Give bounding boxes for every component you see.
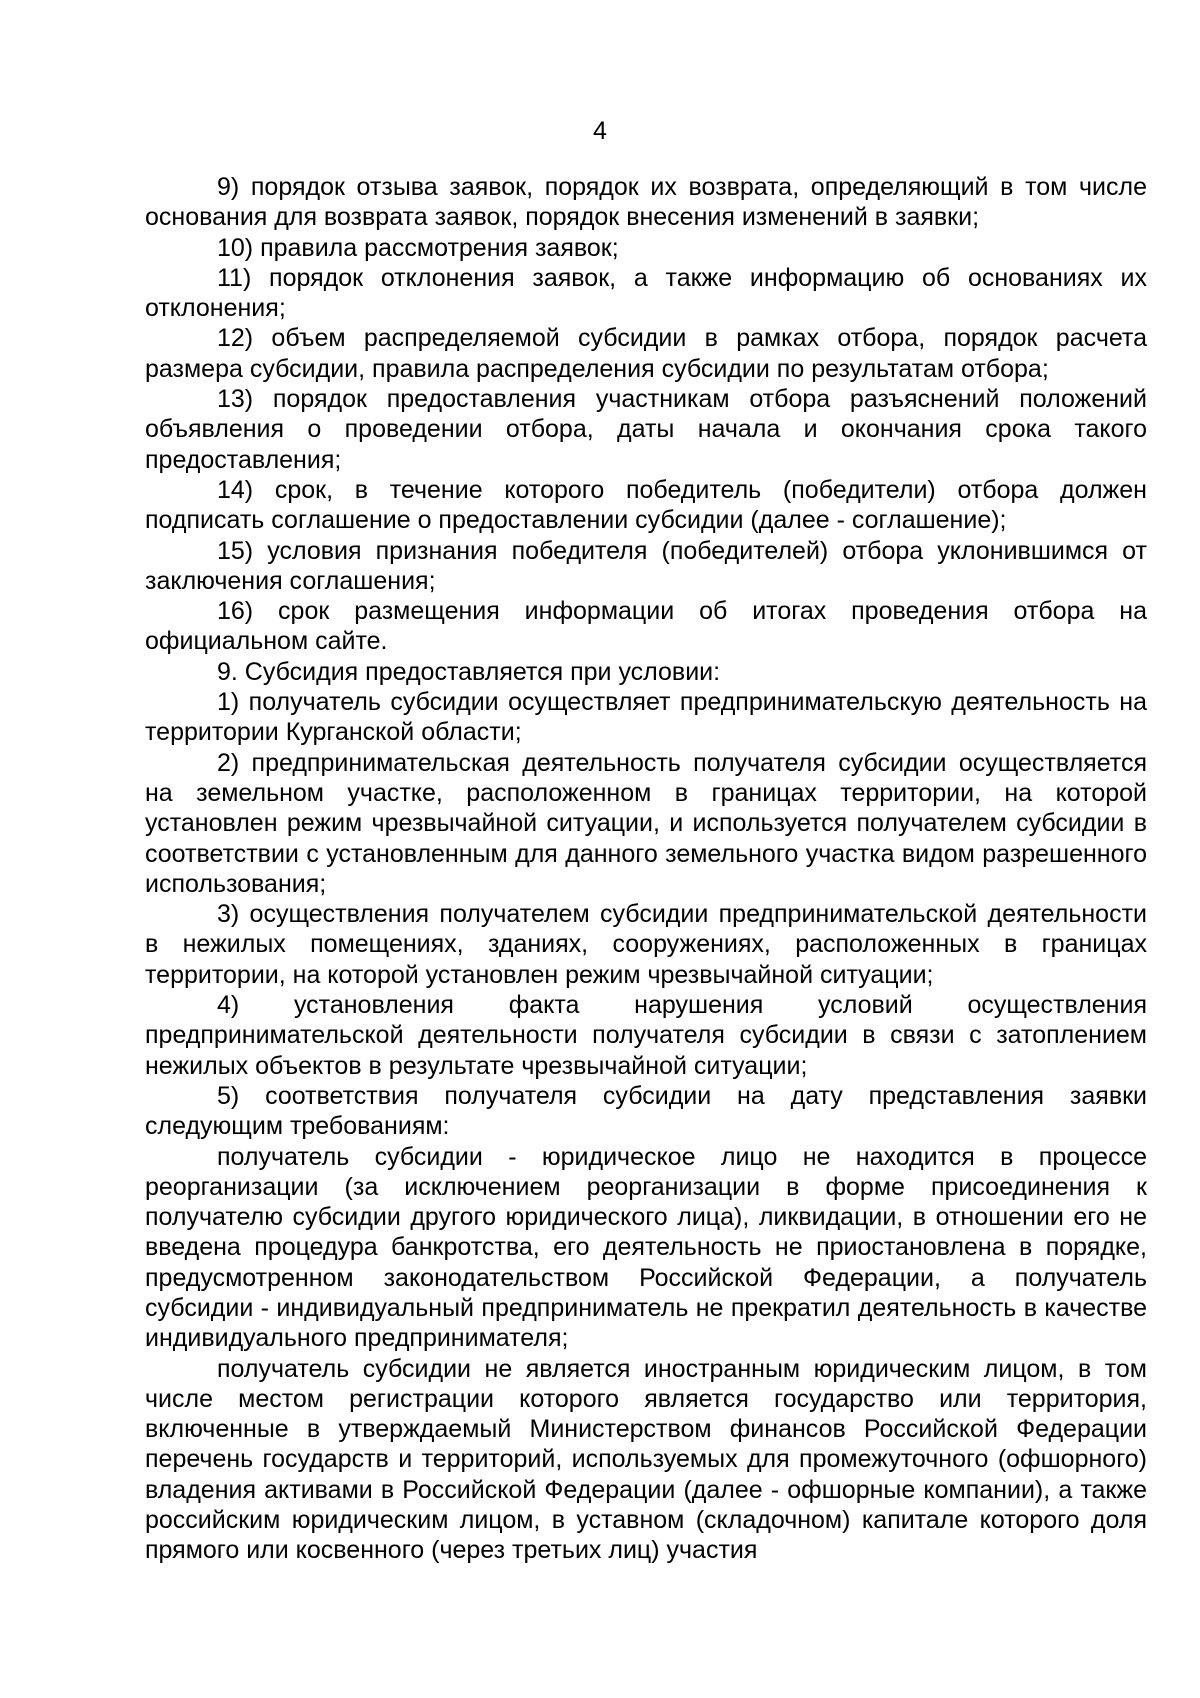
- paragraph-item-11: 11) порядок отклонения заявок, а также информацию об основаниях их отклонения;: [145, 263, 1147, 323]
- paragraph-item-14: 14) срок, в течение которого победитель (победители) отбора должен подписать соглашение о предоставлении субсидии (далее - соглашение);: [145, 475, 1147, 535]
- paragraph-condition-5: 5) соответствия получателя субсидии на дату представления заявки следующим требованиям:: [145, 1081, 1147, 1141]
- paragraph-item-13: 13) порядок предоставления участникам отбора разъяснений положений объявления о проведении отбора, даты начала и окончания срока такого предоставления;: [145, 385, 1147, 474]
- paragraph-section-9: 9. Субсидия предоставляется при условии:: [217, 657, 721, 686]
- paragraph-item-12: 12) объем распределяемой субсидии в рамках отбора, порядок расчета размера субсидии, правила распределения субсидии по результатам отбора;: [145, 324, 1147, 383]
- paragraph-condition-3: 3) осуществления получателем субсидии предпринимательской деятельности в нежилых помещениях, зданиях, сооружениях, расположенных в границах территории, на которой установлен режим чрезвычайной ситуации;: [145, 900, 1147, 989]
- document-body: [145, 172, 1147, 1566]
- paragraph-condition-2: 2) предпринимательская деятельность получателя субсидии осуществляется на земельном участке, расположенном в границах территории, на которой установлен режим чрезвычайной ситуации, и используется получателем субсидии в соответствии с установленным для данного земельного участка видом разрешенного использования;: [145, 748, 1147, 898]
- paragraph-requirement-offshore: получатель субсидии не является иностранным юридическим лицом, в том числе местом регистрации которого является государство или территория, включенные в утверждаемый Министерством финансов Российской Федерации перечень государств и территорий, используемых для промежуточного (офшорного) владения активами в Российской Федерации (далее - офшорные компании), а также российским юридическим лицом, в уставном (складочном) капитале которого доля прямого или косвенного (через третьих лиц) участия: [145, 1354, 1147, 1565]
- paragraph-item-10: 10) правила рассмотрения заявок;: [217, 233, 619, 262]
- paragraph-item-9: 9) порядок отзыва заявок, порядок их возврата, определяющий в том числе основания для возврата заявок, порядок внесения изменений в заявки;: [145, 173, 1147, 232]
- paragraph-condition-4: 4) установления факта нарушения условий осуществления предпринимательской деятельности получателя субсидии в связи с затоплением нежилых объектов в результате чрезвычайной ситуации;: [145, 991, 1147, 1080]
- paragraph-item-15: 15) условия признания победителя (победителей) отбора уклонившимся от заключения соглашения;: [145, 536, 1147, 595]
- paragraph-condition-1: 1) получатель субсидии осуществляет предпринимательскую деятельность на территории Курганской области;: [145, 688, 1147, 747]
- page-number: 4: [593, 117, 607, 145]
- paragraph-requirement-reorganization: получатель субсидии - юридическое лицо не находится в процессе реорганизации (за исключением реорганизации в форме присоединения к получателю субсидии другого юридического лица), ликвидации, в отношении его не введена процедура банкротства, его деятельность не приостановлена в порядке, предусмотренном законодательством Российской Федерации, а получатель субсидии - индивидуальный предприниматель не прекратил деятельность в качестве индивидуального предпринимателя;: [145, 1142, 1147, 1353]
- paragraph-item-16: 16) срок размещения информации об итогах проведения отбора на официальном сайте.: [145, 597, 1147, 656]
